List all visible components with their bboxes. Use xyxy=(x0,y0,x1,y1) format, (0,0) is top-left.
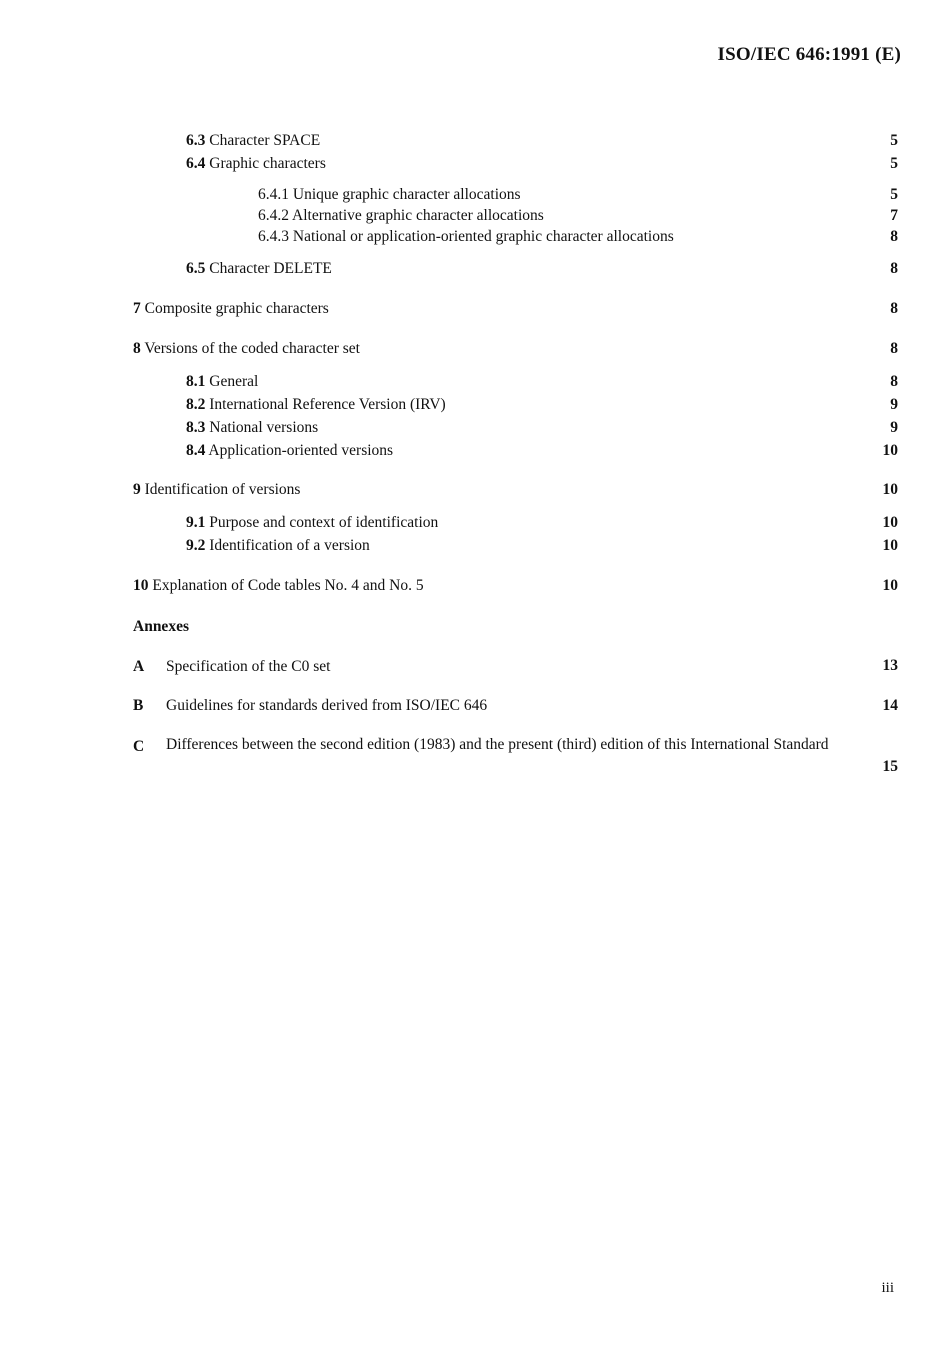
toc-entry xyxy=(133,300,329,318)
toc-title: Application-oriented versions xyxy=(208,442,394,459)
toc-page: 7 xyxy=(890,207,898,224)
annex-page: 14 xyxy=(882,697,898,714)
toc-number: 6.4.2 xyxy=(258,207,289,224)
toc-number: 6.4 xyxy=(186,155,206,172)
toc-title: Explanation of Code tables No. 4 and No. 5 xyxy=(152,577,424,594)
toc-page: 9 xyxy=(890,419,898,436)
toc-number: 6.4.3 xyxy=(258,228,289,245)
toc-number: 9 xyxy=(133,481,141,498)
annex-title: Differences between the second edition (1983) and the present (third) edition of this International Standard xyxy=(166,736,829,753)
toc-number: 8 xyxy=(133,340,141,357)
toc-title: Identification of a version xyxy=(209,537,370,554)
toc-page: 5 xyxy=(890,155,898,172)
toc-entry xyxy=(186,155,326,173)
toc-page: 5 xyxy=(890,132,898,149)
toc-entry xyxy=(186,419,318,437)
toc-page: 9 xyxy=(890,396,898,413)
toc-entry xyxy=(258,186,521,204)
annex-title: Specification of the C0 set xyxy=(166,658,331,675)
toc-number: 6.5 xyxy=(186,260,206,277)
footer-page-number: iii xyxy=(881,1280,894,1296)
toc-page: 10 xyxy=(882,537,898,554)
toc-entry xyxy=(186,537,370,555)
toc-entry xyxy=(186,132,320,150)
toc-number: 8.4 xyxy=(186,442,206,459)
toc-title: Graphic characters xyxy=(209,155,326,172)
annex-letter: A xyxy=(133,658,145,675)
toc-page: 8 xyxy=(890,260,898,277)
toc-title: International Reference Version (IRV) xyxy=(209,396,446,413)
toc-entry xyxy=(258,228,674,246)
annex-page: 15 xyxy=(882,758,898,775)
toc-title: Versions of the coded character set xyxy=(144,340,360,357)
toc-title: Identification of versions xyxy=(144,481,301,498)
toc-entry xyxy=(258,207,544,225)
toc-title: Alternative graphic character allocations xyxy=(292,207,544,224)
toc-page: 10 xyxy=(882,514,898,531)
toc-title: Composite graphic characters xyxy=(144,300,329,317)
toc-entry xyxy=(186,514,438,532)
document-header: ISO/IEC 646:1991 (E) xyxy=(717,44,901,65)
toc-page: 8 xyxy=(890,340,898,357)
toc-number: 7 xyxy=(133,300,141,317)
toc-number: 9.2 xyxy=(186,537,206,554)
annexes-heading: Annexes xyxy=(133,618,189,635)
toc-title: Unique graphic character allocations xyxy=(292,186,521,203)
toc-title: Purpose and context of identification xyxy=(209,514,439,531)
toc-entry xyxy=(186,373,258,391)
toc-number: 8.2 xyxy=(186,396,206,413)
toc-title: Character SPACE xyxy=(209,132,321,149)
toc-number: 8.3 xyxy=(186,419,206,436)
toc-entry xyxy=(186,260,332,278)
toc-number: 9.1 xyxy=(186,514,206,531)
toc-page: 10 xyxy=(882,481,898,498)
toc-page: 8 xyxy=(890,300,898,317)
toc-entry xyxy=(133,577,424,595)
toc-page: 5 xyxy=(890,186,898,203)
toc-number: 8.1 xyxy=(186,373,206,390)
annex-title: Guidelines for standards derived from ISO/IEC 646 xyxy=(166,697,488,714)
toc-number: 10 xyxy=(133,577,149,594)
toc-page: 10 xyxy=(882,442,898,459)
toc-entry xyxy=(186,396,446,414)
toc-page: 10 xyxy=(882,577,898,594)
toc-number: 6.4.1 xyxy=(258,186,289,203)
toc-entry xyxy=(186,442,393,460)
annex-page: 13 xyxy=(882,657,898,674)
toc-page: 8 xyxy=(890,373,898,390)
toc-page: 8 xyxy=(890,228,898,245)
toc-title: Character DELETE xyxy=(209,260,332,277)
annex-letter: C xyxy=(133,738,145,755)
annex-letter: B xyxy=(133,697,144,714)
toc-number: 6.3 xyxy=(186,132,206,149)
toc-entry xyxy=(133,340,360,358)
toc-entry xyxy=(133,481,300,499)
toc-title: General xyxy=(209,373,259,390)
toc-title: National versions xyxy=(209,419,319,436)
toc-title: National or application-oriented graphic character allocations xyxy=(292,228,674,245)
